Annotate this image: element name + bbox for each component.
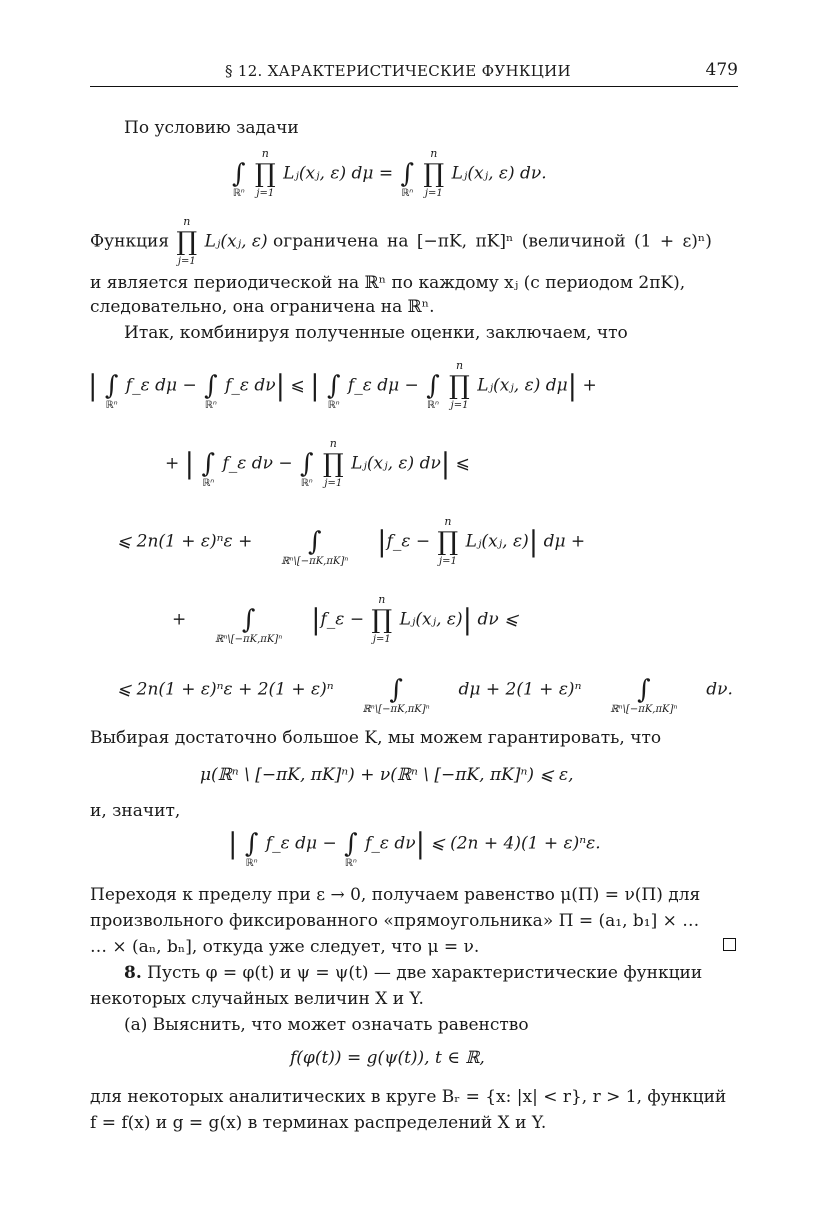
paragraph-line: Итак, комбинируя полученные оценки, заключаем, что — [124, 323, 628, 343]
paragraph-line: По условию задачи — [124, 118, 299, 138]
integral-sign: ∫ ℝⁿ — [400, 159, 415, 199]
section-title: § 12. ХАРАКТЕРИСТИЧЕСКИЕ ФУНКЦИИ — [225, 62, 571, 80]
product-sign: n ∏ j=1 — [423, 147, 445, 199]
paragraph-line: Переходя к пределу при ε → 0, получаем равенство μ(Π) = ν(Π) для — [90, 885, 701, 905]
paragraph-line: … × (aₙ, bₙ], откуда уже следует, что μ = ν. — [90, 937, 480, 957]
paragraph-line: и, значит, — [90, 801, 181, 821]
equation-1: ∫ ℝⁿ n ∏ j=1 Lⱼ(xⱼ, ε) dμ = ∫ ℝⁿ n ∏ j=1 Lⱼ(xⱼ, ε) dν. — [232, 147, 547, 199]
paragraph-line: следовательно, она ограничена на ℝⁿ. — [90, 297, 435, 317]
running-header — [90, 60, 738, 87]
qed-box — [723, 938, 736, 951]
paragraph-line: (a) Выяснить, что может означать равенство — [124, 1015, 529, 1035]
product-sign: n ∏ j=1 — [176, 215, 198, 267]
paragraph-line: Выбирая достаточно большое K, мы можем гарантировать, что — [90, 728, 662, 748]
page-number: 479 — [705, 60, 738, 80]
inequality-row-5: ⩽ 2n(1 + ε)ⁿε + 2(1 + ε)ⁿ ∫ ℝⁿ\[−πK,πK]ⁿ dμ + 2(1 + ε)ⁿ ∫ ℝⁿ\[−πK,πK]ⁿ dν. — [117, 675, 733, 715]
inequality-row-1: | ∫ ℝⁿ f_ε dμ − ∫ ℝⁿ f_ε dν| ⩽ | ∫ ℝⁿ f_ε dμ − ∫ ℝⁿ n ∏ j=1 Lⱼ(xⱼ, ε) dμ| + — [88, 359, 597, 411]
paragraph-line: и является периодической на ℝⁿ по каждому xⱼ (с периодом 2πK), — [90, 273, 686, 293]
paragraph-line: для некоторых аналитических в круге Bᵣ = {x: |x| < r}, r > 1, функций — [90, 1087, 727, 1107]
function-line: Функция n ∏ j=1 Lⱼ(xⱼ, ε) ограничена на [−πK, πK]ⁿ (величиной (1 + ε)ⁿ) — [90, 215, 712, 267]
equation-mu-nu: μ(ℝⁿ \ [−πK, πK]ⁿ) + ν(ℝⁿ \ [−πK, πK]ⁿ) ⩽ ε, — [200, 765, 574, 785]
product-sign: n ∏ j=1 — [254, 147, 276, 199]
integral-sign: ∫ ℝⁿ — [232, 159, 246, 199]
equation-final-bound: | ∫ ℝⁿ f_ε dμ − ∫ ℝⁿ f_ε dν| ⩽ (2n + 4)(1 + ε)ⁿε. — [228, 827, 601, 869]
paragraph-line: f = f(x) и g = g(x) в терминах распределений X и Y. — [90, 1113, 547, 1133]
paragraph-line: некоторых случайных величин X и Y. — [90, 989, 424, 1009]
paragraph-line: произвольного фиксированного «прямоугольника» Π = (a₁, b₁] × … — [90, 911, 700, 931]
equation-fg: f(φ(t)) = g(ψ(t)), t ∈ ℝ, — [290, 1048, 485, 1068]
inequality-row-3: ⩽ 2n(1 + ε)ⁿε + ∫ ℝⁿ\[−πK,πK]ⁿ |f_ε − n ∏ j=1 Lⱼ(xⱼ, ε)| dμ + — [117, 515, 586, 567]
inequality-row-2: + | ∫ ℝⁿ f_ε dν − ∫ ℝⁿ n ∏ j=1 Lⱼ(xⱼ, ε) dν| ⩽ — [165, 437, 470, 489]
problem-8: 8. Пусть φ = φ(t) и ψ = ψ(t) — две характеристические функции — [124, 963, 703, 983]
inequality-row-4: + ∫ ℝⁿ\[−πK,πK]ⁿ |f_ε − n ∏ j=1 Lⱼ(xⱼ, ε)| dν ⩽ — [172, 593, 519, 645]
